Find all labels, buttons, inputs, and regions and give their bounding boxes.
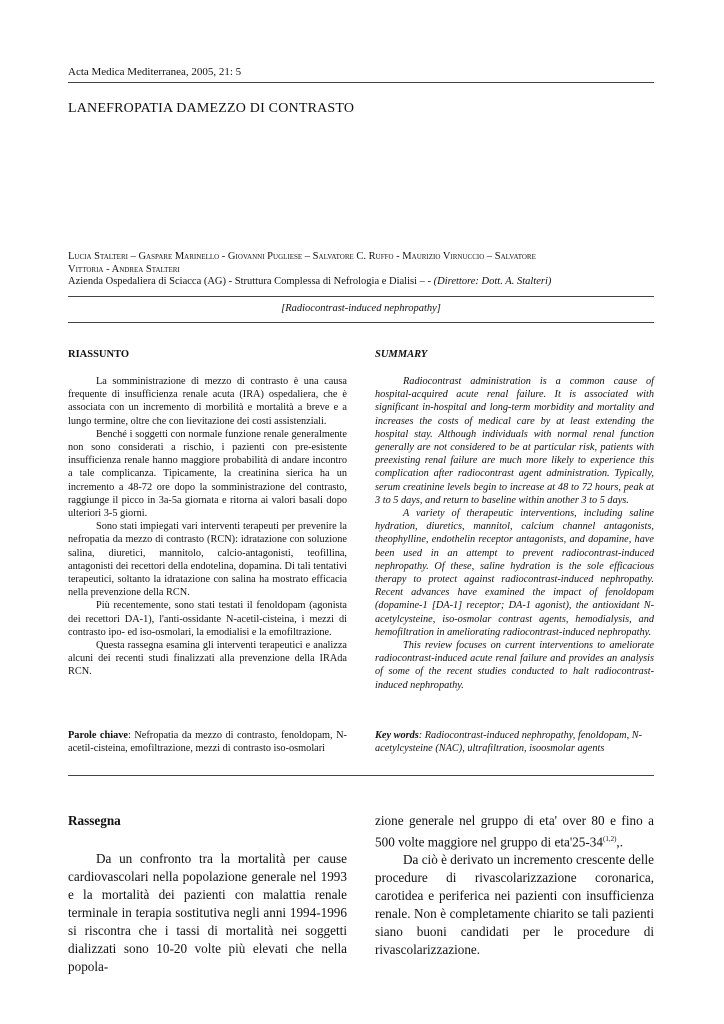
riassunto-paragraph: Questa rassegna esamina gli interventi terapeutici e analizza alcuni dei recenti studi finalizzati alla prevenzione della IRAda RCN. bbox=[68, 640, 347, 678]
authors bbox=[68, 250, 658, 276]
summary-keywords-label: Key words bbox=[375, 730, 419, 741]
authors-line-1: Lucia Stalteri – Gaspare Marinello - Giovanni Pugliese – Salvatore C. Ruffo - Maurizio Virnuccio – Salvatore bbox=[68, 251, 536, 262]
body-paragraph-text: zione generale nel gruppo di eta' over 80 e fino a 500 volte maggiore nel gruppo di eta'25-34 bbox=[375, 813, 654, 850]
body-paragraph: Da un confronto tra la mortalità per cause cardiovascolari nella popolazione generale nel 1993 e la mortalità dei pazienti con malattia renale terminale in terapia sostitutiva negli anni 1994-1996 si riscontra che i tassi di mortalità nei soggetti dializzati sono 10-20 volte più elevati che nella popola- bbox=[68, 851, 347, 974]
abstract-end-rule bbox=[68, 775, 654, 776]
summary-keywords bbox=[375, 729, 654, 755]
riassunto-paragraph: Sono stati impiegati vari interventi terapeuti per prevenire la nefropatia da mezzo di contrasto (RCN): idratazione con soluzione salina, diuretici, mannitolo, calcio-antagonisti, teofillina, antagonisti dei recettori della endotelina, dopamina. Di tali tentativi terapeutici, soltanto la idratazione con salina ha mostrato efficacia nella prevenzione della RCN. bbox=[68, 521, 347, 599]
summary-paragraph: This review focuses on current interventions to ameliorate radiocontrast-induced acute renal failure and provides an analysis of some of the recent studies conducted to halt radiocontrast-induced nephropathy. bbox=[375, 640, 654, 691]
body-right-column bbox=[375, 812, 654, 959]
riassunto-paragraph: Benché i soggetti con normale funzione renale generalmente non sono considerati a rischio, i pazienti con pre-esistente insufficienza renale hanno maggiore probabilità di andare incontro a tale complicanza. Tipicamente, la creatinina sierica ha un incremento a 48-72 ore dopo la somministrazione del contrasto, raggiunge il picco in 3a-5a giornata e ritorna ai valori basali dopo ulteriori 3-5 giorni. bbox=[68, 428, 347, 520]
article-title: LANEFROPATIA DAMEZZO DI CONTRASTO bbox=[68, 101, 355, 116]
riassunto-text bbox=[68, 375, 347, 679]
journal-citation: Acta Medica Mediterranea, 2005, 21: 5 bbox=[68, 66, 242, 78]
riassunto-keywords-label: Parole chiave bbox=[68, 730, 128, 741]
riassunto-paragraph: La somministrazione di mezzo di contrasto è una causa frequente di insufficienza renale acuta (IRA) ospedaliera, che è associata con un incremento di morbilità e mortalità a breve e a lungo termine, oltre che con lievitazione dei costi assistenziali. bbox=[68, 376, 347, 427]
body-paragraph bbox=[375, 812, 654, 851]
summary-paragraph: Radiocontrast administration is a common cause of hospital-acquired acute renal failure. It is associated with significant in-hospital and long-term morbidity and mortality and increases the costs of medical care by at least extending the hospital stay. Although individuals with normal renal function generally are not considered to be at particular risk, patients with preexisting renal failure are much more likely to experience this complication after radiocontrast agent administration. Typically, serum creatinine levels begin to increase at 48 to 72 hours, peak at 3 to 5 days, and return to baseline within another 3 to 5 days. bbox=[375, 376, 654, 506]
reference-marker: (1,2) bbox=[602, 835, 617, 843]
summary-keywords-text: : Radiocontrast-induced nephropathy, fenoldopam, N-acetylcysteine (NAC), ultrafiltration, isoosmolar agents bbox=[375, 730, 643, 755]
summary-text bbox=[375, 375, 654, 692]
riassunto-paragraph: Più recentemente, sono stati testati il fenoldopam (agonista dei recettori DA-1), l'anti-ossidante N-acetil-cisteina, i mezzi di contrasto ipo- ed iso-osmolari, la emodialisi e la emofiltrazione. bbox=[68, 600, 347, 638]
authors-line-2: Vittoria - Andrea Stalteri bbox=[68, 264, 180, 275]
header-rule bbox=[68, 82, 654, 83]
summary-heading: SUMMARY bbox=[375, 349, 428, 360]
summary-paragraph: A variety of therapeutic interventions, including saline hydration, diuretics, mannitol, calcium channel antagonists, theophylline, endothelin receptor antagonists, and dopamine, have been used in an attempt to prevent radiocontrast-induced nephropathy. Of these, saline hydration is the sole efficacious therapy to protect against radiocontrast-induced nephropathy. Recent advances have examined the impact of fenoldopam (dopamine-1 [DA-1] receptor; DA-1 agonist), the antioxidant N-acetylcysteine, iso-osmolar contrast agents, hemodialysis, and hemofiltration in ameliorating radiocontrast-induced nephropathy. bbox=[375, 508, 654, 638]
riassunto-heading: RIASSUNTO bbox=[68, 349, 130, 360]
body-left-column bbox=[68, 812, 347, 976]
riassunto-keywords bbox=[68, 729, 347, 755]
affiliation bbox=[68, 276, 658, 287]
title-rule bbox=[68, 322, 654, 323]
director: (Direttore: Dott. A. Stalteri) bbox=[433, 276, 552, 287]
body-paragraph: Da ciò è derivato un incremento crescente delle procedure di rivascolarizzazione coronarica, carotidea e periferica nei pazienti con insufficienza renale. Non è completamente chiarito se tali pazienti siano buoni candidati per le procedure di rivascolarizzazione. bbox=[375, 852, 654, 958]
body-paragraph-end: ,. bbox=[616, 834, 623, 850]
section-heading: Rassegna bbox=[68, 813, 121, 828]
affiliation-rule bbox=[68, 296, 654, 297]
riassunto-keywords-text: : Nefropatia da mezzo di contrasto, fenoldopam, N-acetil-cisteina, emofiltrazione, mezzi di contrasto iso-osmolari bbox=[68, 730, 347, 755]
affiliation-text: Azienda Ospedaliera di Sciacca (AG) - Struttura Complessa di Nefrologia e Dialisi – - bbox=[68, 276, 434, 287]
english-title: [Radiocontrast-induced nephropathy] bbox=[281, 303, 441, 314]
